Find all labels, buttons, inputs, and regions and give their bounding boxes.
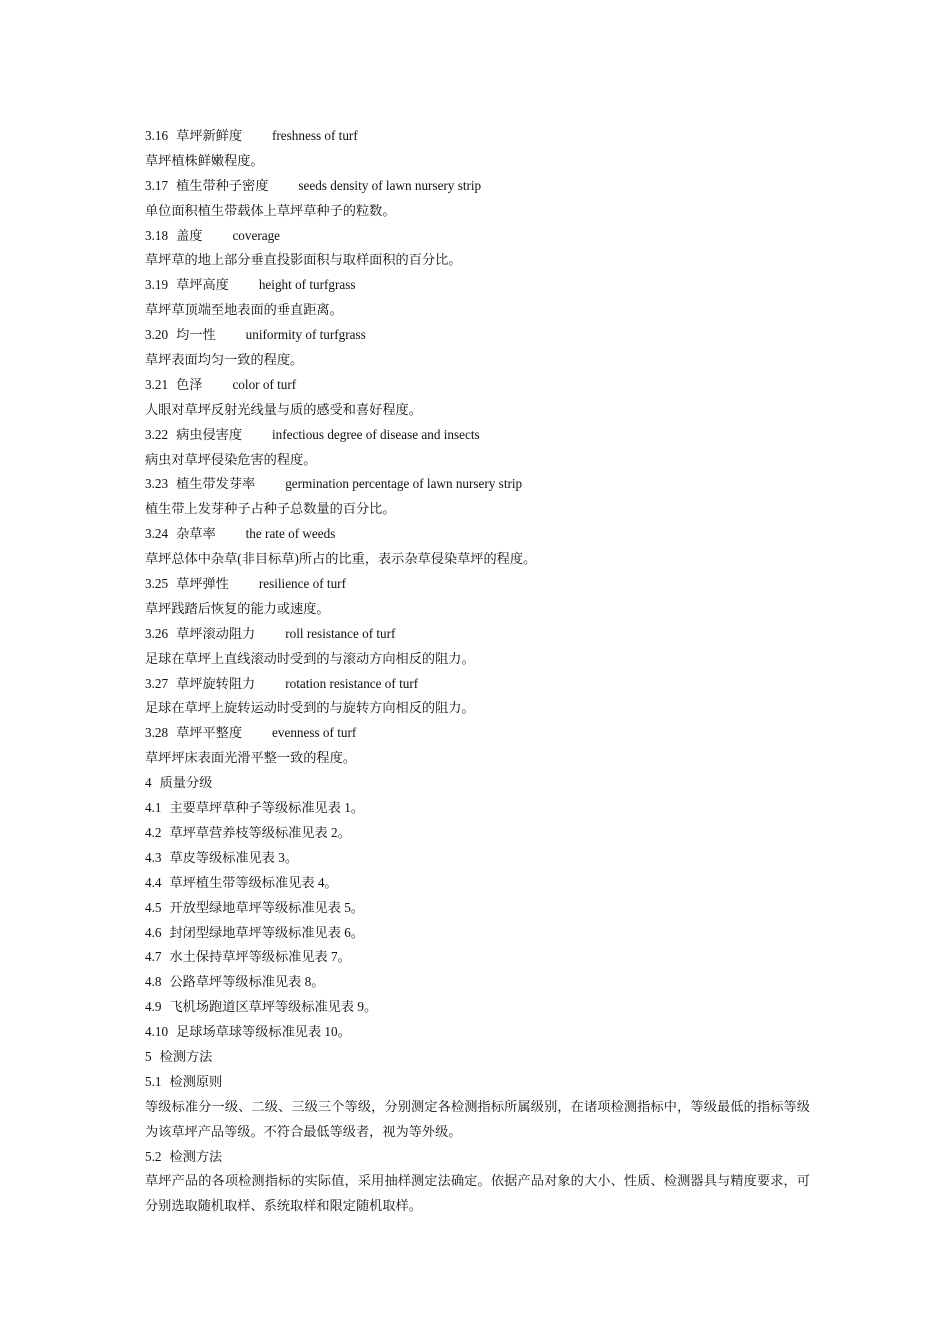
term-chinese: 病虫侵害度 (176, 426, 243, 442)
section-number: 4 (145, 775, 152, 791)
document-page (145, 124, 810, 1219)
item-text: 草坪植生带等级标准见表 4。 (169, 874, 338, 890)
term-chinese: 植生带发芽率 (176, 476, 256, 492)
term-definition: 足球在草坪上旋转运动时受到的与旋转方向相反的阻力。 (145, 700, 475, 716)
item-text: 公路草坪等级标准见表 8。 (169, 974, 325, 990)
section-4-item (145, 945, 810, 970)
section-4-item (145, 896, 810, 921)
term-english: infectious degree of disease and insects (272, 426, 480, 442)
item-text: 草皮等级标准见表 3。 (169, 849, 299, 865)
item-number: 4.3 (145, 849, 162, 865)
section-4-item (145, 871, 810, 896)
item-number: 4.8 (145, 974, 162, 990)
section-4-item (145, 821, 810, 846)
term-heading (145, 472, 810, 497)
section-4-item (145, 796, 810, 821)
section-4-item (145, 921, 810, 946)
term-chinese: 盖度 (176, 227, 203, 243)
item-number: 4.2 (145, 824, 162, 840)
term-english: coverage (232, 227, 281, 243)
term-chinese: 草坪旋转阻力 (176, 675, 256, 691)
term-heading (145, 273, 810, 298)
term-chinese: 草坪滚动阻力 (176, 625, 256, 641)
item-text: 水土保持草坪等级标准见表 7。 (169, 949, 351, 965)
section-4-item (145, 846, 810, 871)
term-number: 3.21 (145, 376, 169, 392)
term-number: 3.19 (145, 277, 169, 293)
section-title: 质量分级 (159, 775, 213, 791)
term-chinese: 草坪高度 (176, 277, 229, 293)
term-number: 3.20 (145, 327, 169, 343)
section-4-heading (145, 771, 810, 796)
term-heading (145, 124, 810, 149)
term-definition: 病虫对草坪侵染危害的程度。 (145, 451, 317, 467)
subsection-title: 检测原则 (169, 1073, 223, 1089)
term-definition: 草坪总体中杂草(非目标草)所占的比重，表示杂草侵染草坪的程度。 (145, 551, 537, 567)
section-4-items (145, 796, 810, 1045)
subsection-5-1-body: 等级标准分一级、二级、三级三个等级，分别测定各检测指标所属级别，在诸项检测指标中，等级最低的指标等级为该草坪产品等级。不符合最低等级者，视为等外级。 (145, 1098, 810, 1139)
term-definitions (145, 124, 810, 771)
term-heading (145, 323, 810, 348)
section-number: 5 (145, 1048, 152, 1064)
term-number: 3.16 (145, 128, 169, 143)
term-number: 3.27 (145, 675, 169, 691)
term-heading (145, 672, 810, 697)
term-definition: 草坪表面均匀一致的程度。 (145, 352, 304, 368)
section-4-item (145, 970, 810, 995)
term-heading (145, 522, 810, 547)
term-english: color of turf (232, 376, 297, 392)
term-definition: 草坪草的地上部分垂直投影面积与取样面积的百分比。 (145, 252, 462, 268)
term-number: 3.18 (145, 227, 169, 243)
item-text: 足球场草球等级标准见表 10。 (176, 1024, 351, 1040)
item-number: 4.7 (145, 949, 162, 965)
term-english: evenness of turf (272, 725, 357, 741)
term-heading (145, 373, 810, 398)
item-text: 草坪草营养枝等级标准见表 2。 (169, 824, 351, 840)
item-text: 飞机场跑道区草坪等级标准见表 9。 (169, 999, 378, 1015)
term-heading (145, 622, 810, 647)
term-heading (145, 572, 810, 597)
item-number: 4.1 (145, 800, 162, 816)
section-4-item (145, 995, 810, 1020)
item-text: 封闭型绿地草坪等级标准见表 6。 (169, 924, 364, 940)
term-number: 3.17 (145, 177, 169, 193)
item-text: 主要草坪草种子等级标准见表 1。 (169, 800, 364, 816)
term-definition: 足球在草坪上直线滚动时受到的与滚动方向相反的阻力。 (145, 650, 475, 666)
item-number: 4.10 (145, 1024, 169, 1040)
term-definition: 人眼对草坪反射光线量与质的感受和喜好程度。 (145, 401, 422, 417)
term-number: 3.22 (145, 426, 169, 442)
term-definition: 植生带上发芽种子占种子总数量的百分比。 (145, 501, 396, 517)
term-number: 3.25 (145, 576, 169, 592)
section-title: 检测方法 (159, 1048, 213, 1064)
subsection-5-2-body: 草坪产品的各项检测指标的实际值，采用抽样测定法确定。依据产品对象的大小、性质、检测器具与精度要求，可分别选取随机取样、系统取样和限定随机取样。 (145, 1173, 810, 1214)
term-definition: 草坪坪床表面光滑平整一致的程度。 (145, 750, 356, 766)
term-definition: 单位面积植生带载体上草坪草种子的粒数。 (145, 202, 396, 218)
term-english: freshness of turf (272, 128, 358, 143)
term-chinese: 杂草率 (176, 526, 216, 542)
term-definition: 草坪植株鲜嫩程度。 (145, 152, 264, 168)
item-number: 4.6 (145, 924, 162, 940)
term-english: roll resistance of turf (285, 625, 396, 641)
item-text: 开放型绿地草坪等级标准见表 5。 (169, 899, 364, 915)
term-definition: 草坪践踏后恢复的能力或速度。 (145, 600, 330, 616)
term-heading (145, 423, 810, 448)
term-chinese: 草坪弹性 (176, 576, 229, 592)
term-chinese: 草坪新鲜度 (176, 128, 243, 143)
term-heading (145, 174, 810, 199)
term-english: germination percentage of lawn nursery strip (285, 476, 523, 492)
term-heading (145, 721, 810, 746)
term-chinese: 草坪平整度 (176, 725, 243, 741)
term-number: 3.23 (145, 476, 169, 492)
term-english: uniformity of turfgrass (245, 327, 366, 343)
item-number: 4.9 (145, 999, 162, 1015)
term-number: 3.24 (145, 526, 169, 542)
term-number: 3.28 (145, 725, 169, 741)
subsection-number: 5.1 (145, 1073, 162, 1089)
section-5-heading (145, 1045, 810, 1070)
term-english: the rate of weeds (245, 526, 336, 542)
term-english: resilience of turf (258, 576, 346, 592)
subsection-5-2-heading (145, 1145, 810, 1170)
term-english: seeds density of lawn nursery strip (298, 177, 482, 193)
subsection-number: 5.2 (145, 1148, 162, 1164)
term-chinese: 植生带种子密度 (176, 177, 269, 193)
term-definition: 草坪草顶端至地表面的垂直距离。 (145, 302, 343, 318)
item-number: 4.5 (145, 899, 162, 915)
term-chinese: 均一性 (176, 327, 216, 343)
term-number: 3.26 (145, 625, 169, 641)
term-english: rotation resistance of turf (285, 675, 419, 691)
subsection-5-1-heading (145, 1070, 810, 1095)
term-heading (145, 224, 810, 249)
section-4-item (145, 1020, 810, 1045)
term-chinese: 色泽 (176, 376, 203, 392)
item-number: 4.4 (145, 874, 162, 890)
term-english: height of turfgrass (258, 277, 356, 293)
subsection-title: 检测方法 (169, 1148, 223, 1164)
